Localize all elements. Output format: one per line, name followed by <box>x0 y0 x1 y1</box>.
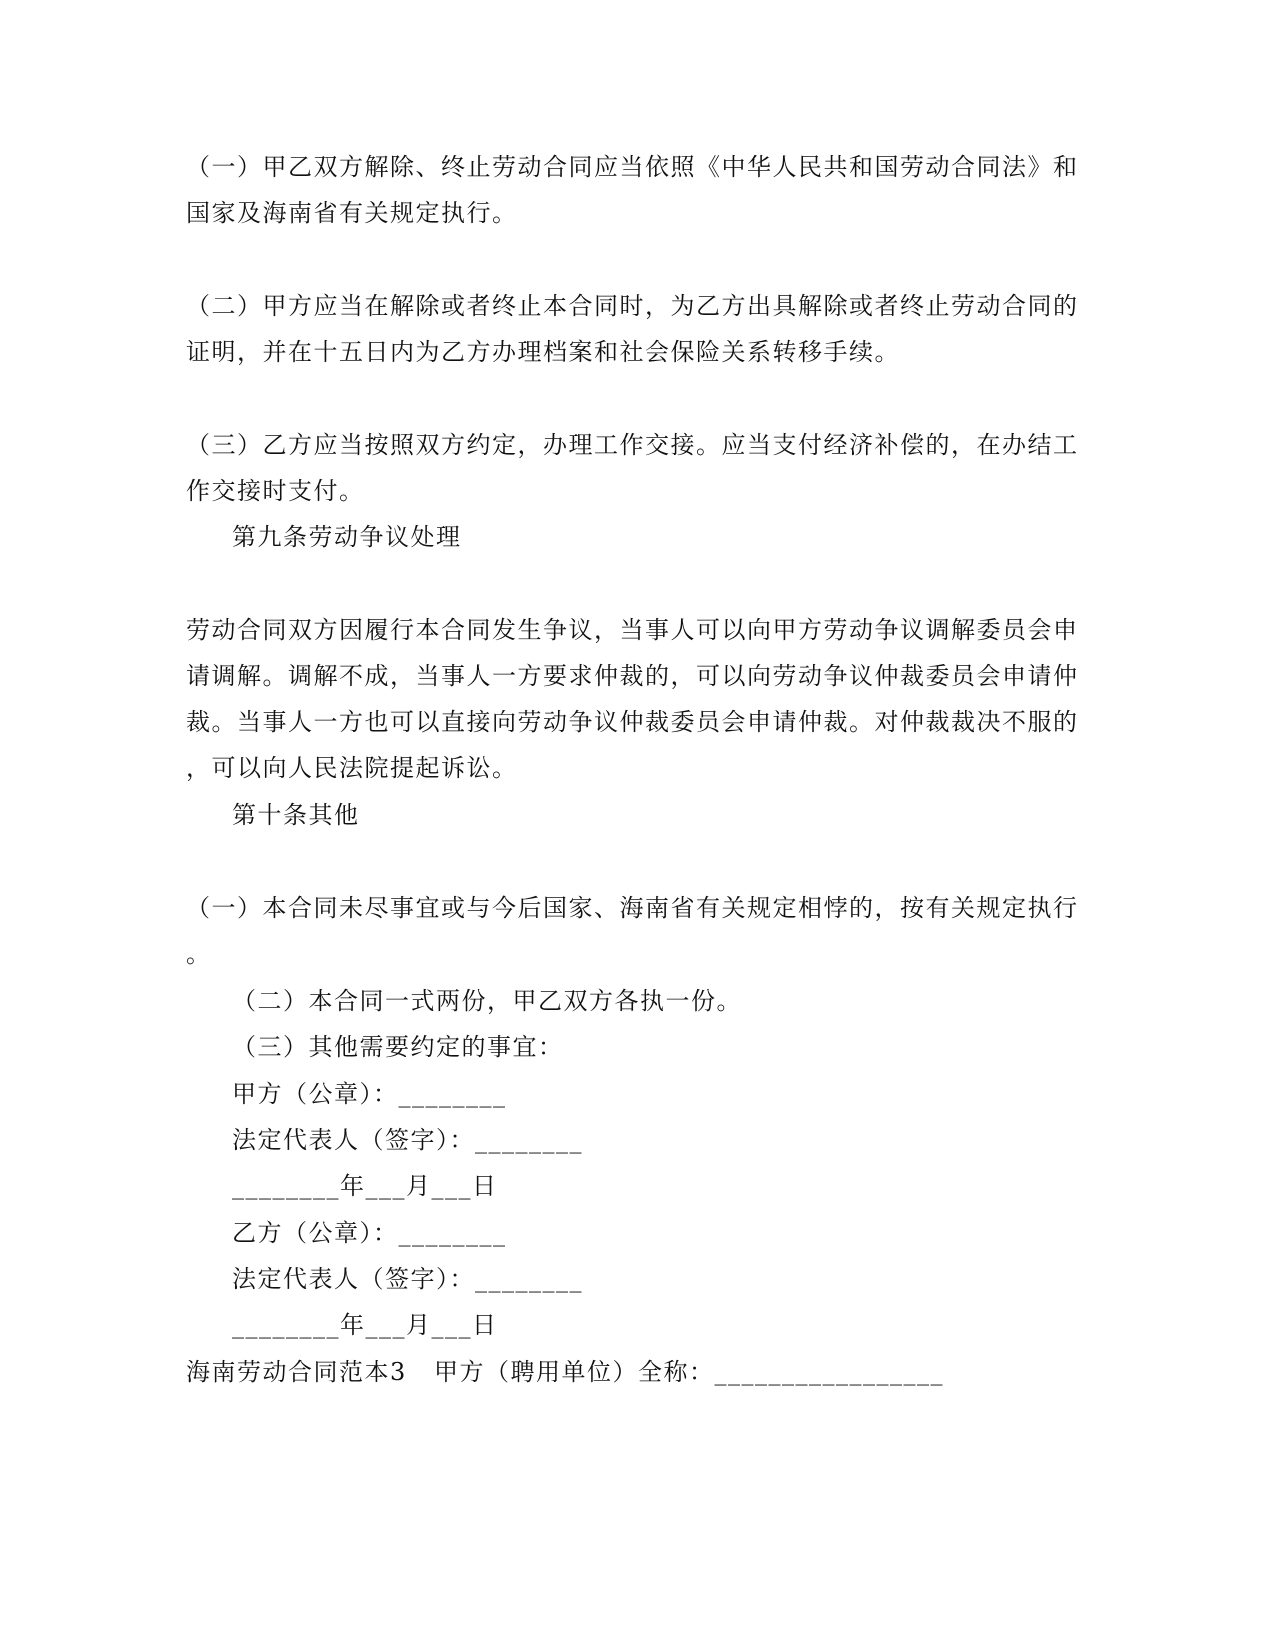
clause-10-1-line-2: 。 <box>186 940 212 968</box>
clause-8-3-line-2: 作交接时支付。 <box>186 477 365 505</box>
article-9-heading: 第九条劳动争议处理 <box>232 523 462 551</box>
party-b-rep-signature-field: 法定代表人（签字）：________ <box>232 1265 583 1293</box>
party-a-date-field: ________年___月___日 <box>232 1172 498 1200</box>
clause-10-1-line-1: （一）本合同未尽事宜或与今后国家、海南省有关规定相悖的，按有关规定执行 <box>186 894 1079 922</box>
party-a-seal-field: 甲方（公章）：________ <box>232 1080 507 1108</box>
article-9-line-1: 劳动合同双方因履行本合同发生争议，当事人可以向甲方劳动争议调解委员会申 <box>186 616 1079 644</box>
party-b-date-field: ________年___月___日 <box>232 1311 498 1339</box>
clause-8-3-line-1: （三）乙方应当按照双方约定，办理工作交接。应当支付经济补偿的，在办结工 <box>186 431 1079 459</box>
clause-8-1-line-2: 国家及海南省有关规定执行。 <box>186 199 518 227</box>
article-9-line-3: 裁。当事人一方也可以直接向劳动争议仲裁委员会申请仲裁。对仲裁裁决不服的 <box>186 708 1079 736</box>
clause-10-3: （三）其他需要约定的事宜： <box>232 1033 564 1061</box>
party-a-rep-signature-field: 法定代表人（签字）：________ <box>232 1126 583 1154</box>
employer-full-name-field: 甲方（聘用单位）全称：_________________ <box>434 1358 944 1386</box>
article-10-heading: 第十条其他 <box>232 801 360 829</box>
party-b-seal-field: 乙方（公章）：________ <box>232 1219 507 1247</box>
article-9-line-4: ，可以向人民法院提起诉讼。 <box>186 754 518 782</box>
clause-8-2-line-2: 证明，并在十五日内为乙方办理档案和社会保险关系转移手续。 <box>186 338 900 366</box>
article-9-line-2: 请调解。调解不成，当事人一方要求仲裁的，可以向劳动争议仲裁委员会申请仲 <box>186 662 1079 690</box>
clause-8-1-line-1: （一）甲乙双方解除、终止劳动合同应当依照《中华人民共和国劳动合同法》和 <box>186 153 1079 181</box>
clause-10-2: （二）本合同一式两份，甲乙双方各执一份。 <box>232 987 742 1015</box>
template-3-title: 海南劳动合同范本3 <box>186 1358 407 1386</box>
clause-8-2-line-1: （二）甲方应当在解除或者终止本合同时，为乙方出具解除或者终止劳动合同的 <box>186 292 1079 320</box>
